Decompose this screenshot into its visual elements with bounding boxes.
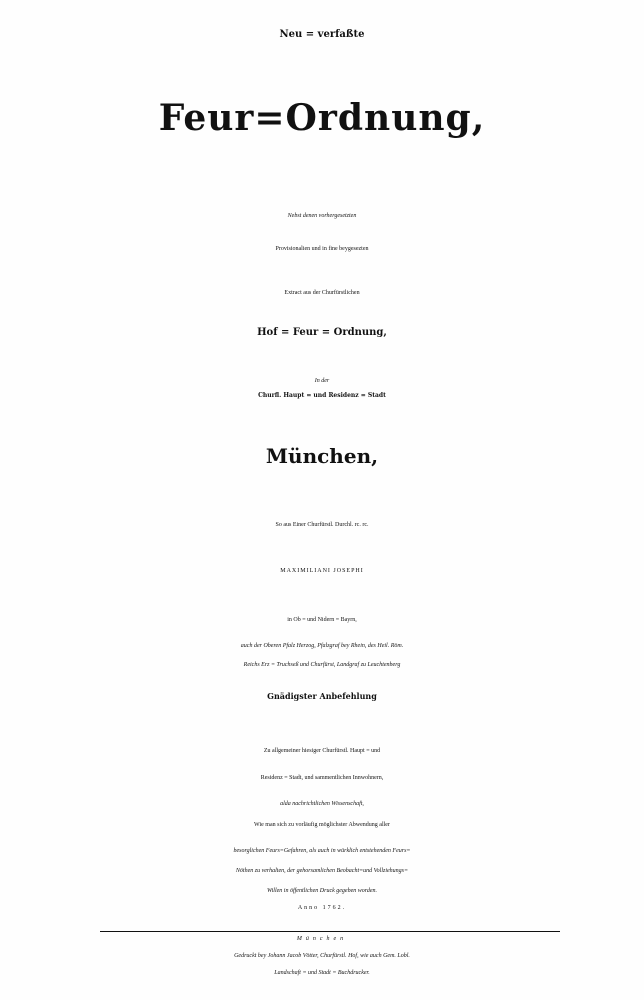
- title-line-14: Reichs Erz = Truchseß und Churfürst, Landgraf zu Leuchtenberg: [243, 662, 401, 668]
- imprint-place: München: [296, 936, 348, 942]
- city-name: München,: [265, 444, 379, 468]
- title-line-7: In der: [314, 378, 330, 384]
- title-line-19: Wie man sich zu vorläufig möglichster Abwendung aller: [254, 822, 390, 828]
- title-line-4: Provisionalien und in fine beygesezten: [275, 246, 369, 252]
- title-line-20: besorglichen Feurs=Gefahren, als auch in würklich entstehenden Feurs=: [233, 848, 411, 854]
- title-line-18: alda nachrichtlichen Wissenschaft,: [280, 801, 364, 807]
- title-line-21: Nöthen zu verhalten, der gehorsamlichen Beobacht=und Vollziehungs=: [235, 868, 409, 874]
- divider-rule: [100, 931, 560, 932]
- title-line-15: Gnädigster Anbefehlung: [267, 691, 377, 701]
- elector-name: MAXIMILIANI JOSEPHI: [280, 568, 364, 574]
- title-line-22: Willen in öffentlichen Druck gegeben worden.: [266, 888, 378, 894]
- title-line-3: Nebst denen vorhergesetzten: [287, 213, 357, 219]
- imprint-line-2: Landschaft = und Stadt = Buchdrucker.: [274, 970, 370, 976]
- title-line-1: Neu = verfaßte: [279, 29, 365, 40]
- imprint-line-1: Gedruckt bey Johann Jacob Vötter, Churfürstl. Hof, wie auch Gem. Lobl.: [234, 953, 410, 959]
- title-line-6: Hof = Feur = Ordnung,: [257, 327, 387, 338]
- title-line-16: Zu allgemeiner hiesiger Churfürstl. Haupt = und: [263, 748, 381, 754]
- main-title: Feur=Ordnung,: [158, 97, 486, 139]
- title-line-5: Extract aus der Churfürstlichen: [284, 290, 360, 296]
- title-line-13: auch der Oberen Pfalz Herzog, Pfalzgraf bey Rhein, des Heil. Röm.: [240, 643, 404, 649]
- title-line-8: Churfl. Haupt = und Residenz = Stadt: [258, 392, 386, 399]
- title-line-17: Residenz = Stadt, und sammentlichen Innwohnern,: [260, 775, 384, 781]
- year-line: Anno 1762.: [297, 905, 347, 911]
- title-line-10: So aus Einer Churfürstl. Durchl. rc. rc.: [275, 522, 369, 528]
- title-line-12: in Ob = und Nidern = Bayrn,: [287, 617, 357, 623]
